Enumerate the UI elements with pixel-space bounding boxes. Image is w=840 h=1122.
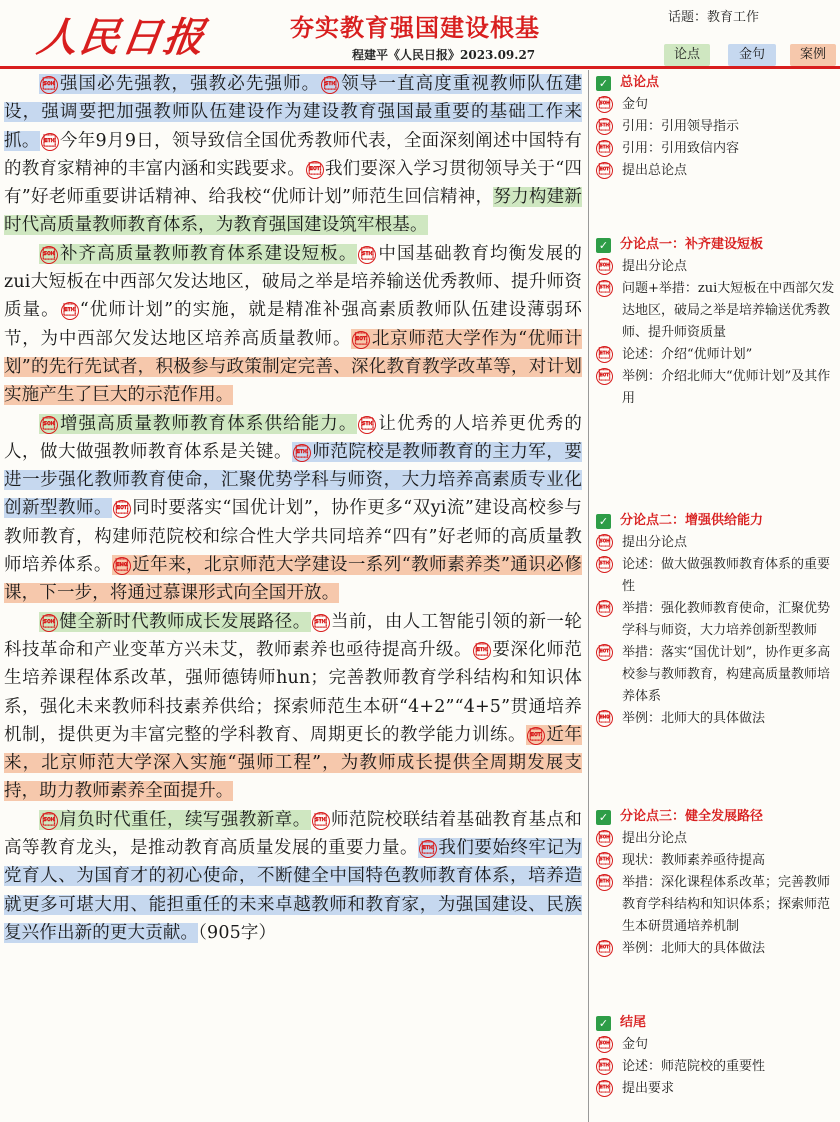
outline-item-number:  (596, 162, 613, 179)
outline-item (596, 1078, 836, 1100)
outline-heading (596, 72, 836, 94)
outline-item-text: 论述：师范院校的重要性 (622, 1059, 766, 1074)
outline-section (596, 806, 836, 960)
article-paragraph (4, 240, 582, 410)
outline-item-text: 举例：介绍北师大“优师计划”及其作用 (622, 369, 831, 406)
outline-item-text: 提出分论点 (622, 259, 688, 274)
byline: 程建平《人民日报》2023.09.27 (352, 48, 536, 62)
outline-item (596, 850, 836, 872)
outline-section (596, 510, 836, 730)
outline-item-text: 现状：教师素养亟待提高 (622, 853, 766, 868)
outline-item (596, 116, 836, 138)
sentence-text: 同时要落实“国优计划”，协作更多“双yi流”建设高校参与教师教育，构建师范院校和综合性大学共同培养“四有”好老师的高质量教师培养体系。 (4, 498, 582, 576)
sentence (39, 612, 311, 632)
legend-quote: 金句 (728, 44, 776, 66)
sentence-number:  (41, 133, 59, 151)
article-body (4, 70, 582, 947)
sentence (39, 244, 357, 264)
sentence-number:  (40, 76, 58, 94)
sentence-text: 领导一直高度重视教师队伍建设，强调要把加强教师队伍建设作为建设教育强国最重要的基础工作来抓。 (4, 74, 582, 151)
sentence-number:  (40, 812, 58, 830)
sentence-text: 师范院校联结着基础教育基点和高等教育龙头，是推动教育高质量发展的重要力量。 (4, 809, 582, 859)
sentence-number:  (321, 76, 339, 94)
sentence-number:  (352, 331, 370, 349)
outline-item-text: 举例：北师大的具体做法 (622, 941, 766, 956)
outline-item-number:  (596, 852, 613, 869)
sentence-number:  (312, 812, 330, 830)
outline-item (596, 344, 836, 366)
sentence-text: 近年来，北京师范大学建设一系列“教师素养类”通识必修课，下一步，将通过慕课形式向全国开放。 (4, 555, 583, 604)
outline-item (596, 554, 836, 598)
outline-section (596, 1012, 836, 1100)
outline-item (596, 1034, 836, 1056)
sentence-number:  (306, 161, 324, 179)
outline-item-number:  (596, 96, 613, 113)
sentence (39, 810, 311, 830)
sentence-text: 要深化师范生培养课程体系改革，强师德铸师hun；完善教师教育学科结构和知识体系，强化未来教师科技素养供给；探索师范生本研“4+2”“4+5”贯通培养机制，提供更为丰富完整的学科教育、周期更长的教学能力训练。 (4, 639, 582, 745)
outline-item-number:  (596, 940, 613, 957)
sentence-number:  (40, 416, 58, 434)
outline-heading-text: 结尾 (620, 1015, 647, 1030)
outline-item-text: 举措：强化教师教育使命，汇聚优势学科与师资，大力培养创新型教师 (622, 601, 831, 638)
outline-heading (596, 806, 836, 828)
sentence-number:  (527, 727, 545, 745)
outline-heading (596, 234, 836, 256)
newspaper-logo: 人民日报 (34, 14, 209, 61)
outline-item-text: 举例：北师大的具体做法 (622, 711, 766, 726)
outline-item-number:  (596, 874, 613, 891)
legend-case: 案例 (790, 44, 836, 66)
sentence-number:  (419, 840, 437, 858)
outline-item (596, 532, 836, 554)
outline-item-number:  (596, 830, 613, 847)
sentence-number:  (473, 642, 491, 660)
topic-label: 话题：教育工作 (668, 10, 760, 25)
checkmark-icon: ✓ (596, 1016, 611, 1031)
outline-item-number:  (596, 1058, 613, 1075)
outline-item-text: 举措：落实“国优计划”，协作更多高校参与教师教育，构建高质量教师培养体系 (622, 645, 831, 704)
sentence-number:  (358, 246, 376, 264)
sentence-text: 北京师范大学作为“优师计划”的先行先试者，积极参与政策制定完善、深化教育教学改革等，对计划实施产生了巨大的示范作用。 (4, 328, 582, 406)
outline-item (596, 278, 836, 344)
outline-item-text: 引用：引用致信内容 (622, 141, 740, 156)
outline-item-number:  (596, 710, 613, 727)
sentence-text: 健全新时代教师成长发展路径。 (59, 611, 311, 632)
sentence-number:  (312, 614, 330, 632)
sentence-text: 努力构建新时代高质量教师教育体系，为教育强国建设筑牢根基。 (4, 187, 583, 236)
outline-item (596, 94, 836, 116)
sentence-text: 今年9月9日，领导致信全国优秀教师代表，全面深刻阐述中国特有的教育家精神的丰富内涵和实践要求。 (4, 130, 582, 179)
outline-item-text: 提出总论点 (622, 163, 688, 178)
outline-section (596, 72, 836, 182)
sentence-text: 强国必先强教，强教必先强师。 (59, 74, 321, 94)
outline-item-text: 引用：引用领导指示 (622, 119, 740, 134)
checkmark-icon: ✓ (596, 76, 611, 91)
outline-heading-text: 分论点一：补齐建设短板 (620, 237, 764, 252)
outline-item-text: 金句 (622, 97, 649, 112)
article-paragraph (4, 806, 582, 947)
sentence (39, 414, 357, 434)
outline-item-number:  (596, 346, 613, 363)
outline-section (596, 234, 836, 410)
outline-heading (596, 510, 836, 532)
sentence-text: 补齐高质量教师教育体系建设短板。 (59, 243, 358, 264)
outline-item (596, 1056, 836, 1078)
outline-item (596, 160, 836, 182)
sentence-text: 我们要始终牢记为党育人、为国育才的初心使命，不断健全中国特色教师教育体系，培养造就更多可堪大用、能担重任的未来卓越教师和教育家，为强国建设、民族复兴作出新的更大贡献。 (4, 838, 582, 943)
outline-item-number:  (596, 600, 613, 617)
outline-heading-text: 分论点二：增强供给能力 (620, 513, 764, 528)
article-paragraph (4, 70, 582, 240)
outline-item-number:  (596, 140, 613, 157)
sentence-number:  (40, 614, 58, 632)
checkmark-icon: ✓ (596, 514, 611, 529)
outline-item-text: 论述：做大做强教师教育体系的重要性 (622, 557, 831, 594)
outline-item (596, 366, 836, 410)
outline-item (596, 938, 836, 960)
outline-item-number:  (596, 534, 613, 551)
outline-item-text: 金句 (622, 1037, 649, 1052)
header-divider (0, 66, 840, 69)
outline-heading-text: 分论点三：健全发展路径 (620, 809, 764, 824)
outline-item-number:  (596, 118, 613, 135)
sentence-number:  (61, 302, 79, 320)
sentence-text: （905字） (198, 922, 277, 943)
sentence-text: 肩负时代重任，续写强教新章。 (59, 809, 311, 830)
sentence-number:  (358, 416, 376, 434)
outline-item-number:  (596, 644, 613, 661)
outline-item-number:  (596, 280, 613, 297)
column-divider (588, 70, 589, 1122)
outline-item-number:  (596, 258, 613, 275)
checkmark-icon: ✓ (596, 238, 611, 253)
outline-item (596, 256, 836, 278)
outline-heading-text: 总论点 (620, 75, 660, 90)
outline-item-number:  (596, 1080, 613, 1097)
sentence-text: 让优秀的人培养更优秀的人，做大做强教师教育体系是关键。 (4, 413, 582, 462)
outline-item (596, 708, 836, 730)
article-paragraph (4, 608, 582, 806)
sentence-text: 当前，由人工智能引领的新一轮科技革命和产业变革方兴未艾，教师素养也亟待提高升级。 (4, 611, 582, 660)
outline-item (596, 828, 836, 850)
outline-item-text: 提出分论点 (622, 831, 688, 846)
outline-item-text: 论述：介绍“优师计划” (622, 347, 753, 362)
outline-item-number:  (596, 556, 613, 573)
article-paragraph (4, 410, 582, 608)
sentence-text: “优师计划”的实施，就是精准补强高素质教师队伍建设薄弱环节，为中西部欠发达地区培养高质量教师。 (4, 300, 582, 349)
checkmark-icon: ✓ (596, 810, 611, 825)
outline-heading (596, 1012, 836, 1034)
sentence-text: 增强高质量教师教育体系供给能力。 (59, 413, 358, 434)
sentence-text: 我们要深入学习贯彻领导关于“四有”好老师重要讲话精神、给我校“优师计划”师范生回信精神， (4, 158, 582, 208)
outline-item-text: 提出要求 (622, 1081, 675, 1096)
sentence-number:  (293, 444, 311, 462)
sentence-text: 师范院校是教师教育的主力军，要进一步强化教师教育使命，汇聚优势学科与师资，大力培养高素质专业化创新型教师。 (4, 441, 582, 519)
outline-item-text: 提出分论点 (622, 535, 688, 550)
sentence (39, 74, 320, 94)
sentence-number:  (40, 246, 58, 264)
sentence-number:  (113, 500, 131, 518)
outline-item-number:  (596, 368, 613, 385)
page-title: 夯实教育强国建设根基 (290, 13, 540, 42)
outline-item-number:  (596, 1036, 613, 1053)
sentence-text: 近年来，北京师范大学深入实施“强师工程”，为教师成长提供全周期发展支持，助力教师素养全面提升。 (4, 724, 582, 802)
sentence (198, 923, 276, 943)
legend-argument: 论点 (664, 44, 710, 66)
outline-item (596, 872, 836, 938)
page-header (0, 0, 840, 64)
sentence-number:  (113, 557, 131, 575)
sentence-text: 中国基础教育均衡发展的zui大短板在中西部欠发达地区，破局之举是培养输送优秀教师、提升师资质量。 (4, 243, 582, 321)
outline-item (596, 598, 836, 642)
outline-item-text: 举措：深化课程体系改革；完善教师教育学科结构和知识体系；探索师范生本研贯通培养机制 (622, 875, 831, 934)
outline-item (596, 642, 836, 708)
outline-item (596, 138, 836, 160)
outline-item-text: 问题+举措：zui大短板在中西部欠发达地区，破局之举是培养输送优秀教师、提升师资质量 (622, 281, 835, 340)
